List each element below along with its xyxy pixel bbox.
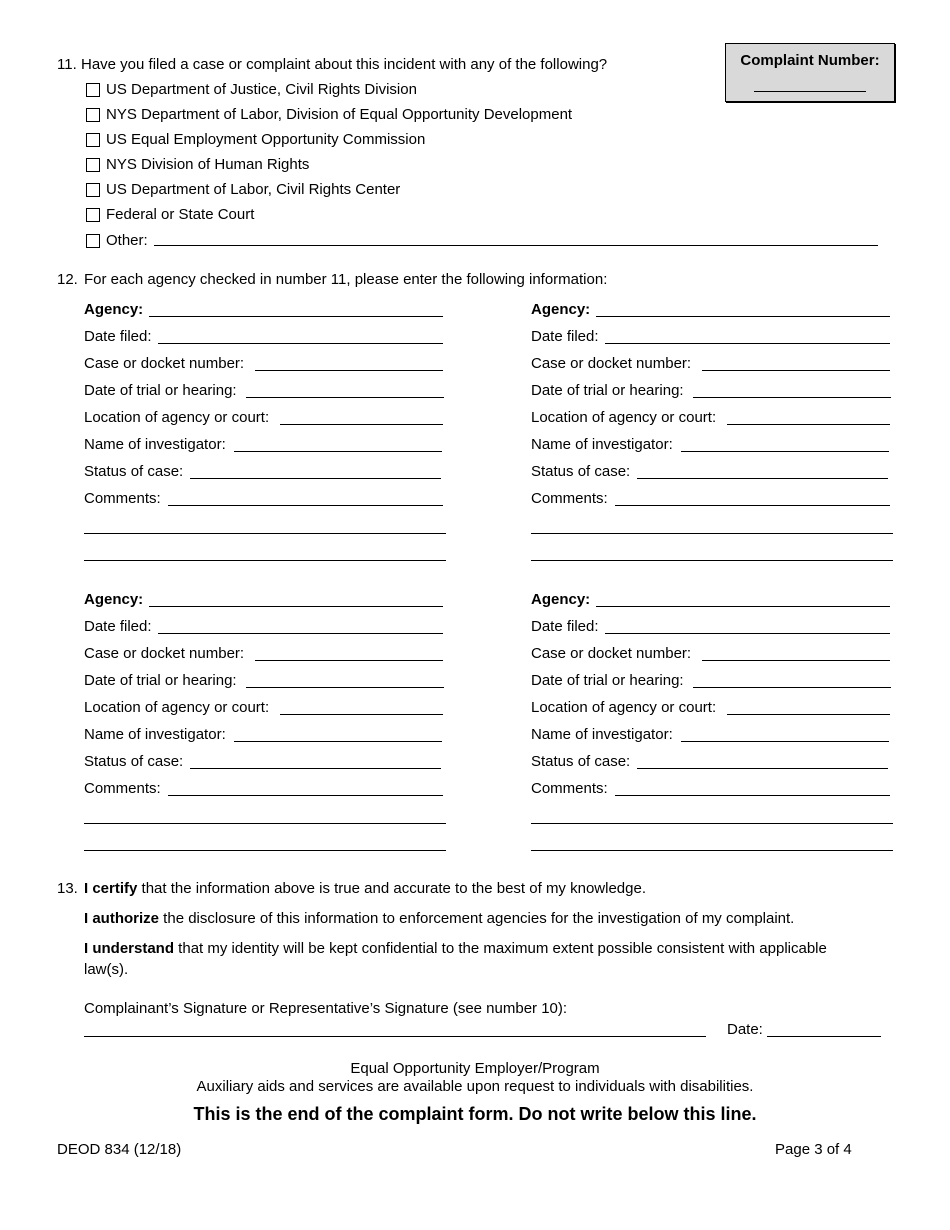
comments-input[interactable]: [168, 795, 443, 796]
case-number-input[interactable]: [255, 660, 443, 661]
comments-line[interactable]: [84, 560, 446, 561]
investigator-input[interactable]: [681, 741, 889, 742]
agency-label: Agency:: [531, 301, 591, 318]
comments-line[interactable]: [84, 533, 446, 534]
investigator-input[interactable]: [234, 451, 442, 452]
checkbox-court[interactable]: [86, 208, 100, 222]
signature-label: Complainant’s Signature or Representative’s Signature (see number 10):: [84, 1000, 568, 1017]
status-label: Status of case:: [84, 463, 184, 480]
checkbox-doj[interactable]: [86, 83, 100, 97]
status-input[interactable]: [637, 478, 888, 479]
status-label: Status of case:: [84, 753, 184, 770]
location-label: Location of agency or court:: [84, 409, 270, 426]
signature-input[interactable]: [84, 1036, 706, 1037]
comments-label: Comments:: [531, 490, 608, 507]
date-filed-label: Date filed:: [531, 618, 599, 635]
q11-question: Have you filed a case or complaint about this incident with any of the following?: [81, 56, 608, 73]
agency-input[interactable]: [149, 316, 443, 317]
case-number-input[interactable]: [255, 370, 443, 371]
date-input[interactable]: [767, 1036, 881, 1037]
location-input[interactable]: [280, 714, 443, 715]
other-input[interactable]: [154, 245, 878, 246]
date-filed-label: Date filed:: [531, 328, 599, 345]
checkbox-eeoc[interactable]: [86, 133, 100, 147]
location-input[interactable]: [727, 714, 890, 715]
agency-label: Agency:: [84, 301, 144, 318]
date-label: Date:: [727, 1021, 763, 1038]
agency-label: Agency:: [84, 591, 144, 608]
comments-line[interactable]: [531, 823, 893, 824]
trial-date-label: Date of trial or hearing:: [84, 672, 237, 689]
trial-date-label: Date of trial or hearing:: [84, 382, 237, 399]
status-input[interactable]: [637, 768, 888, 769]
date-filed-input[interactable]: [158, 343, 443, 344]
case-number-label: Case or docket number:: [84, 645, 245, 662]
case-number-input[interactable]: [702, 370, 890, 371]
form-id: DEOD 834 (12/18): [57, 1141, 182, 1158]
trial-date-input[interactable]: [246, 397, 444, 398]
agency-input[interactable]: [596, 606, 890, 607]
location-input[interactable]: [280, 424, 443, 425]
q11-number: 11.: [57, 56, 77, 73]
complaint-number-field[interactable]: [754, 77, 866, 92]
comments-label: Comments:: [531, 780, 608, 797]
option-label: US Department of Justice, Civil Rights Division: [106, 81, 417, 98]
comments-input[interactable]: [168, 505, 443, 506]
option-label: Other:: [106, 232, 148, 249]
agency-label: Agency:: [531, 591, 591, 608]
date-filed-input[interactable]: [605, 343, 890, 344]
investigator-label: Name of investigator:: [84, 436, 226, 453]
option-label: US Department of Labor, Civil Rights Center: [106, 181, 401, 198]
q13-number: 13.: [57, 880, 78, 897]
trial-date-input[interactable]: [693, 687, 891, 688]
investigator-label: Name of investigator:: [531, 436, 673, 453]
certify-statement: I certify that the information above is true and accurate to the best of my knowledge.: [84, 880, 646, 897]
agency-input[interactable]: [149, 606, 443, 607]
complaint-number-box: [725, 43, 895, 102]
location-input[interactable]: [727, 424, 890, 425]
q12-question: For each agency checked in number 11, please enter the following information:: [84, 271, 608, 288]
comments-line[interactable]: [84, 850, 446, 851]
agency-input[interactable]: [596, 316, 890, 317]
location-label: Location of agency or court:: [531, 409, 717, 426]
end-notice: This is the end of the complaint form. Do not write below this line.: [193, 1104, 757, 1124]
authorize-statement: I authorize the disclosure of this information to enforcement agencies for the investigation of my complaint.: [84, 910, 795, 927]
trial-date-label: Date of trial or hearing:: [531, 672, 684, 689]
checkbox-other[interactable]: [86, 234, 100, 248]
investigator-label: Name of investigator:: [531, 726, 673, 743]
option-label: US Equal Employment Opportunity Commission: [106, 131, 426, 148]
location-label: Location of agency or court:: [84, 699, 270, 716]
date-filed-label: Date filed:: [84, 618, 152, 635]
understand-statement-cont: law(s).: [84, 961, 129, 978]
option-label: NYS Department of Labor, Division of Equal Opportunity Development: [106, 106, 573, 123]
case-number-label: Case or docket number:: [84, 355, 245, 372]
date-filed-label: Date filed:: [84, 328, 152, 345]
aux-aids-statement: Auxiliary aids and services are available upon request to individuals with disabilities.: [196, 1078, 754, 1095]
q12-number: 12.: [57, 271, 78, 288]
trial-date-input[interactable]: [246, 687, 444, 688]
checkbox-nys-dhr[interactable]: [86, 158, 100, 172]
comments-line[interactable]: [531, 850, 893, 851]
checkbox-usdol-crc[interactable]: [86, 183, 100, 197]
trial-date-input[interactable]: [693, 397, 891, 398]
location-label: Location of agency or court:: [531, 699, 717, 716]
comments-line[interactable]: [531, 533, 893, 534]
investigator-label: Name of investigator:: [84, 726, 226, 743]
comments-line[interactable]: [84, 823, 446, 824]
eeo-statement: Equal Opportunity Employer/Program: [350, 1060, 600, 1077]
comments-input[interactable]: [615, 505, 890, 506]
page-number: Page 3 of 4: [775, 1141, 852, 1158]
option-label: Federal or State Court: [106, 206, 255, 223]
case-number-label: Case or docket number:: [531, 355, 692, 372]
date-filed-input[interactable]: [605, 633, 890, 634]
status-input[interactable]: [190, 768, 441, 769]
comments-label: Comments:: [84, 780, 161, 797]
status-label: Status of case:: [531, 753, 631, 770]
comments-label: Comments:: [84, 490, 161, 507]
date-filed-input[interactable]: [158, 633, 443, 634]
trial-date-label: Date of trial or hearing:: [531, 382, 684, 399]
case-number-input[interactable]: [702, 660, 890, 661]
comments-input[interactable]: [615, 795, 890, 796]
checkbox-nys-dol[interactable]: [86, 108, 100, 122]
investigator-input[interactable]: [681, 451, 889, 452]
option-label: NYS Division of Human Rights: [106, 156, 310, 173]
complaint-number-label: Complaint Number:: [740, 52, 880, 69]
investigator-input[interactable]: [234, 741, 442, 742]
case-number-label: Case or docket number:: [531, 645, 692, 662]
comments-line[interactable]: [531, 560, 893, 561]
understand-statement: I understand that my identity will be kept confidential to the maximum extent possible consistent with applicable: [84, 940, 827, 957]
status-label: Status of case:: [531, 463, 631, 480]
status-input[interactable]: [190, 478, 441, 479]
